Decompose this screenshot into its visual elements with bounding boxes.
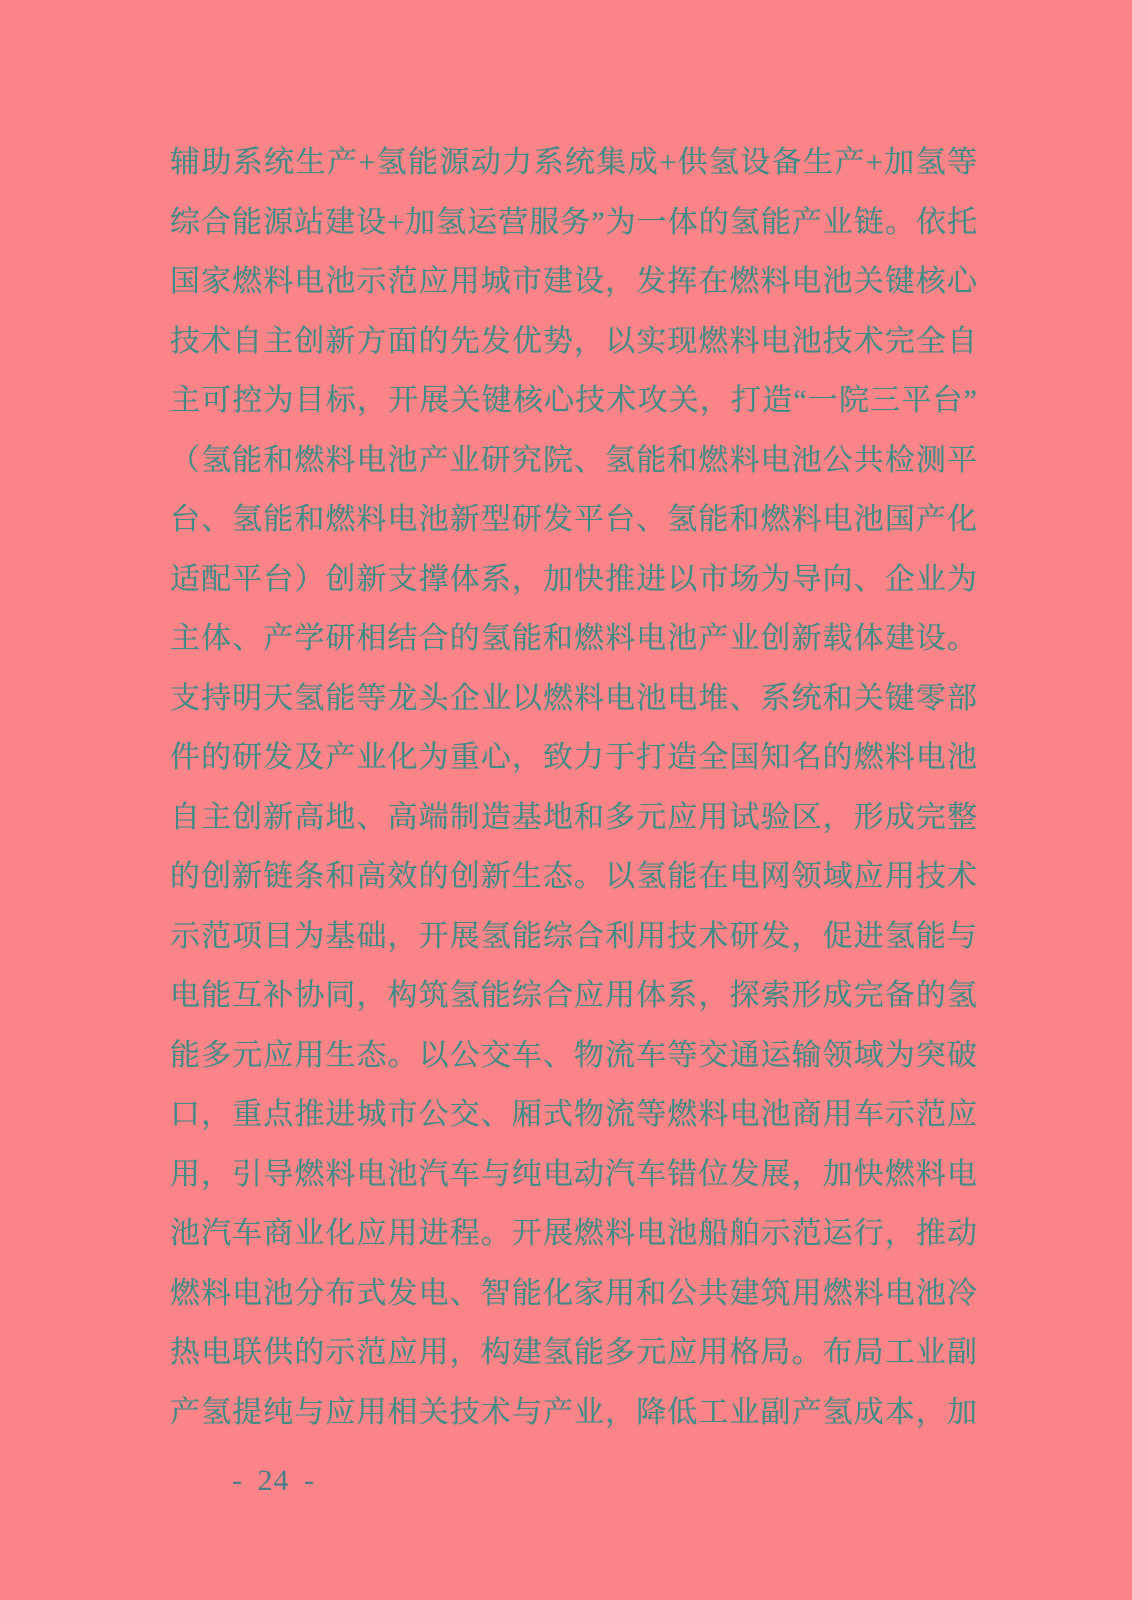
text-line: 池汽车商业化应用进程。开展燃料电池船舶示范运行，推动 xyxy=(170,1217,977,1250)
body-text xyxy=(170,133,977,1442)
text-line: 热电联供的示范应用，构建氢能多元应用格局。布局工业副 xyxy=(170,1336,977,1369)
text-line: 自主创新高地、高端制造基地和多元应用试验区，形成完整 xyxy=(170,800,977,834)
text-line: 的创新链条和高效的创新生态。以氢能在电网领域应用技术 xyxy=(170,860,977,893)
text-line: 支持明天氢能等龙头企业以燃料电池电堆、系统和关键零部 xyxy=(170,681,977,715)
text-line: 技术自主创新方面的先发优势，以实现燃料电池技术完全自 xyxy=(170,324,977,358)
text-line: 台、氢能和燃料电池新型研发平台、氢能和燃料电池国产化 xyxy=(170,503,977,536)
text-line: 适配平台）创新支撑体系，加快推进以市场为导向、企业为 xyxy=(170,562,977,596)
text-line: 用，引导燃料电池汽车与纯电动汽车错位发展，加快燃料电 xyxy=(170,1157,977,1191)
text-line: （氢能和燃料电池产业研究院、氢能和燃料电池公共检测平 xyxy=(170,443,977,477)
text-line: 示范项目为基础，开展氢能综合利用技术研发，促进氢能与 xyxy=(170,919,977,953)
text-line: 燃料电池分布式发电、智能化家用和公共建筑用燃料电池冷 xyxy=(170,1276,977,1310)
text-line: 能多元应用生态。以公交车、物流车等交通运输领域为突破 xyxy=(170,1038,977,1072)
text-line: 辅助系统生产+氢能源动力系统集成+供氢设备生产+加氢等 xyxy=(170,146,977,179)
text-line: 件的研发及产业化为重心，致力于打造全国知名的燃料电池 xyxy=(170,741,977,774)
page-number: - 24 - xyxy=(232,1464,315,1497)
text-line: 主体、产学研相结合的氢能和燃料电池产业创新载体建设。 xyxy=(170,622,977,655)
text-line: 产氢提纯与应用相关技术与产业，降低工业副产氢成本，加 xyxy=(170,1395,977,1429)
text-line: 电能互补协同，构筑氢能综合应用体系，探索形成完备的氢 xyxy=(170,979,977,1012)
text-line: 国家燃料电池示范应用城市建设，发挥在燃料电池关键核心 xyxy=(170,265,977,298)
text-line: 综合能源站建设+加氢运营服务”为一体的氢能产业链。依托 xyxy=(170,205,977,239)
text-line: 口，重点推进城市公交、厢式物流等燃料电池商用车示范应 xyxy=(170,1098,977,1131)
text-line: 主可控为目标，开展关键核心技术攻关，打造“一院三平台” xyxy=(170,384,977,417)
